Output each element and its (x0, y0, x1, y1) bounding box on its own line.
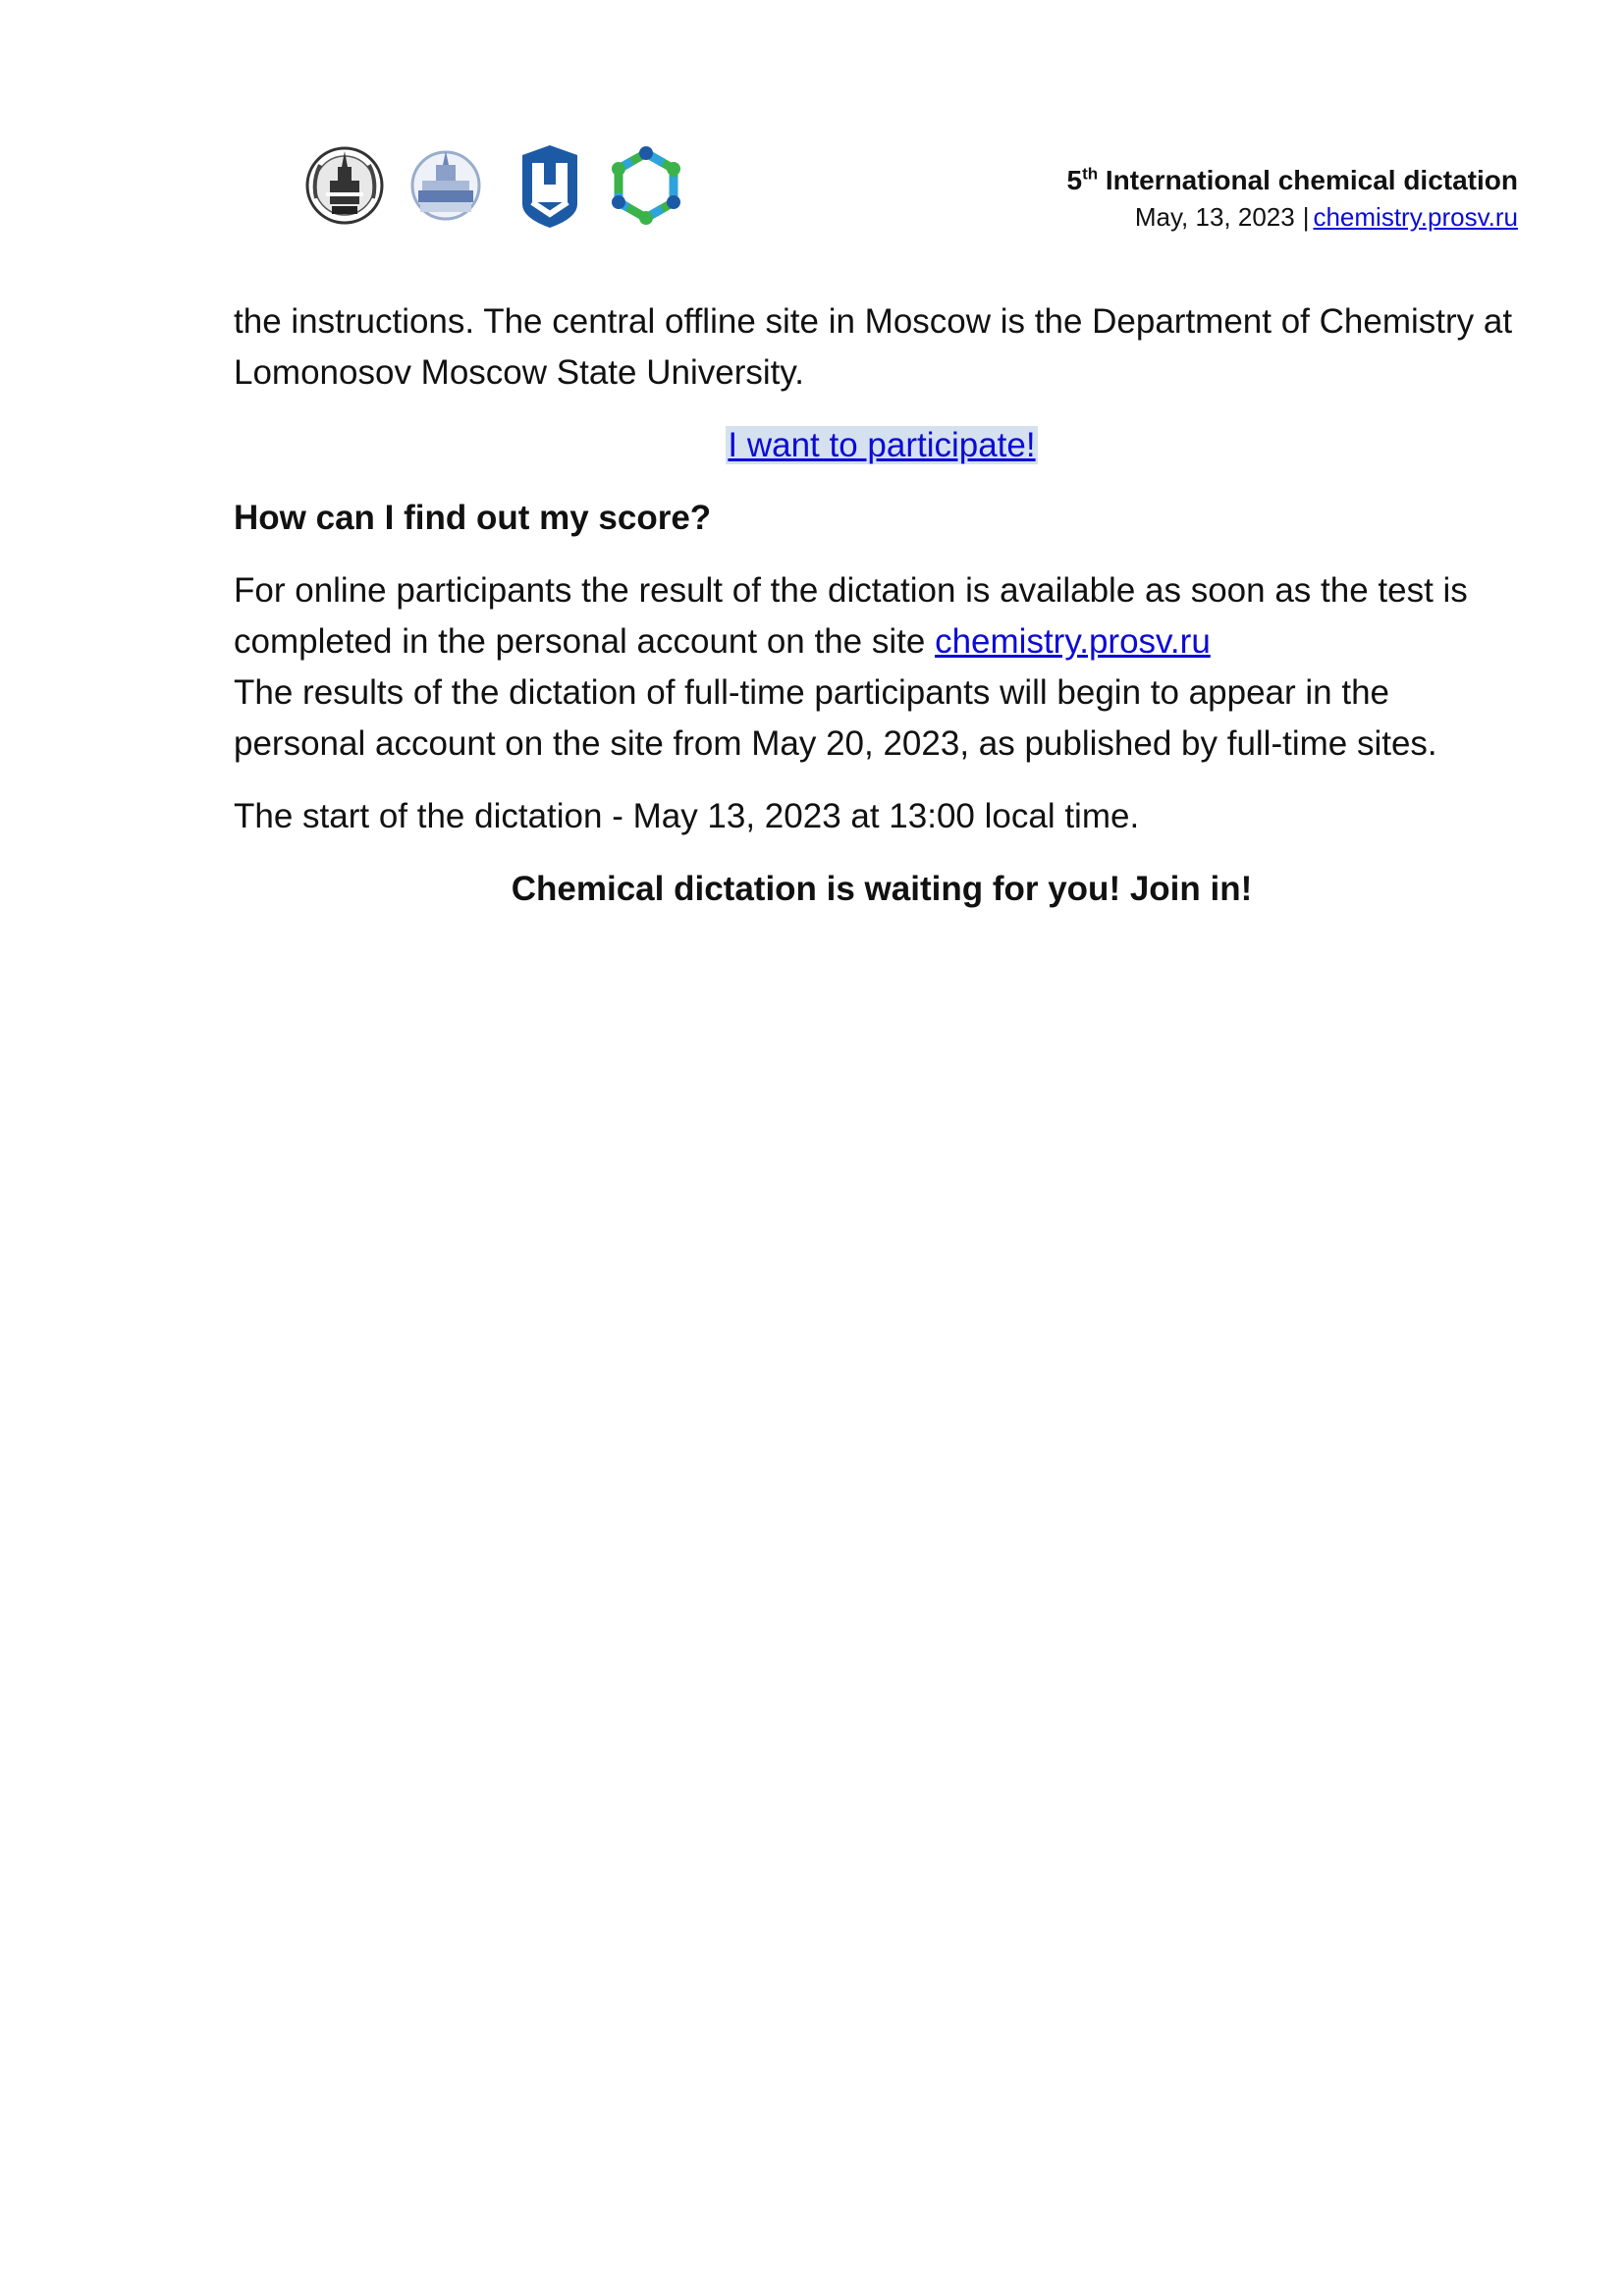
participate-line (234, 420, 1530, 471)
online-text: For online participants the result of the dictation is available as soon as the test is completed in the personal account on the site (234, 571, 1468, 661)
chemistry-faculty-emblem-icon (408, 141, 483, 230)
hexagon-molecule-logo-icon (607, 141, 685, 230)
online-site-link[interactable]: chemistry.prosv.ru (935, 622, 1211, 661)
intro-paragraph: the instructions. The central offline site in Moscow is the Department of Chemistry at Lomonosov Moscow State University. (234, 302, 1513, 392)
title-text: International chemical dictation (1098, 165, 1518, 195)
score-heading: How can I find out my score? (234, 499, 712, 537)
header-title (1067, 163, 1519, 198)
score-paragraph (234, 565, 1530, 770)
participate-link[interactable]: I want to participate! (728, 426, 1036, 464)
header-separator: | (1302, 202, 1310, 232)
msu-emblem-icon (302, 141, 387, 230)
header-subline (1067, 198, 1519, 236)
title-ordinal: 5 (1066, 165, 1083, 195)
fulltime-text: The results of the dictation of full-time participants will begin to appear in the personal account on the site from May 20, 2023, as published by full-time sites. (234, 673, 1437, 763)
document-body (234, 296, 1530, 936)
start-paragraph: The start of the dictation - May 13, 2023 at 13:00 local time. (234, 797, 1140, 835)
header-logos (302, 141, 695, 230)
header-date: May, 13, 2023 (1134, 202, 1295, 232)
prosveshchenie-logo-icon (518, 141, 581, 230)
closing-line: Chemical dictation is waiting for you! Join in! (511, 870, 1253, 908)
header-site-link[interactable]: chemistry.prosv.ru (1313, 202, 1518, 232)
title-ordinal-suffix: th (1082, 164, 1099, 184)
header-info (1067, 163, 1519, 236)
